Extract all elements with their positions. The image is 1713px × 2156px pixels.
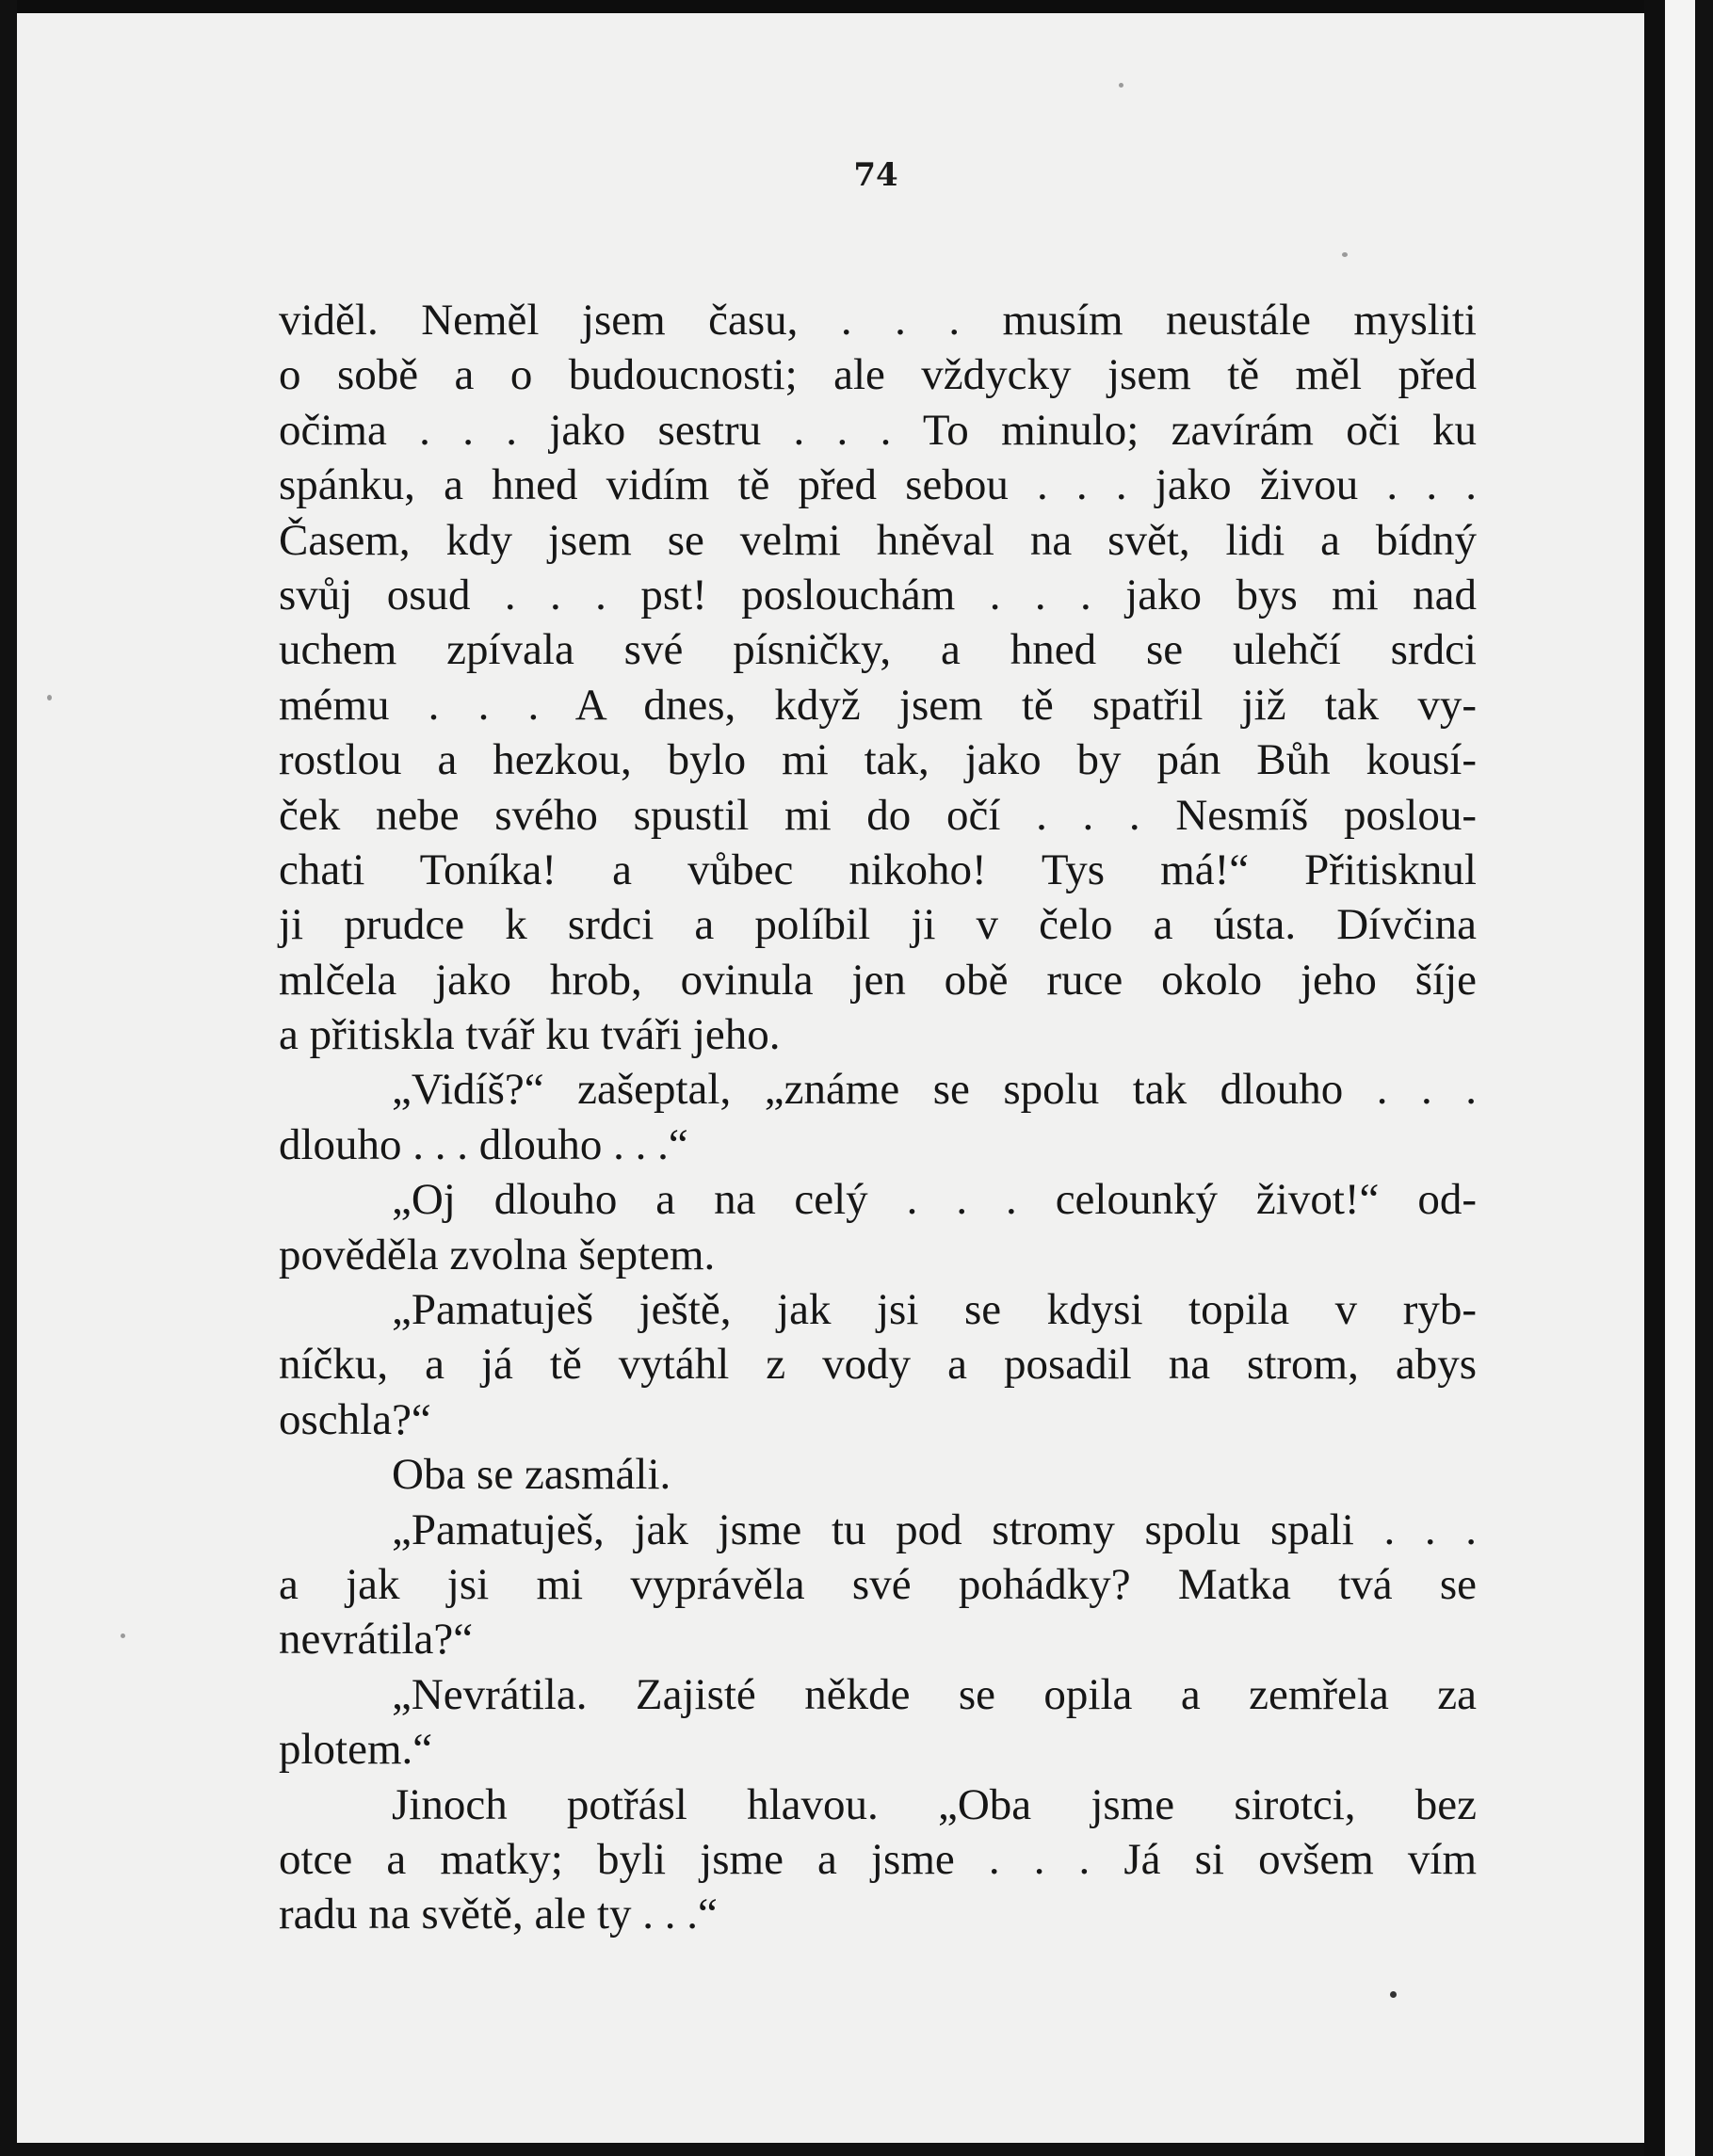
text-line: o sobě a o budoucnosti; ale vždycky jsem tě měl před [279,350,1477,400]
text-line: oschla?“ [279,1394,431,1444]
text-line: níčku, a já tě vytáhl z vody a posadil na strom, abys [279,1340,1477,1390]
text-line: očima . . . jako sestru . . . To minulo; zavírám oči ku [279,405,1477,455]
text-line: radu na světě, ale ty . . .“ [279,1890,718,1939]
text-line: spánku, a hned vidím tě před sebou . . . jako živou . . . [279,460,1477,510]
scan-border-far-right [1695,0,1713,2156]
text-line: rostlou a hezkou, bylo mi tak, jako by pán Bůh kousí- [279,735,1477,785]
text-line: nevrátila?“ [279,1615,474,1665]
text-line: Časem, kdy jsem se velmi hněval na svět, lidi a bídný [279,515,1477,565]
text-line: Jinoch potřásl hlavou. „Oba jsme sirotci, bez [392,1779,1477,1829]
text-line: svůj osud . . . pst! poslouchám . . . jako bys mi nad [279,570,1477,619]
text-line: mlčela jako hrob, ovinula jen obě ruce okolo jeho šíje [279,955,1477,1005]
scan-speck [47,695,52,700]
text-line: ček nebe svého spustil mi do očí . . . Nesmíš poslou- [279,790,1477,840]
scan-speck [1390,1991,1397,1998]
text-line: pověděla zvolna šeptem. [279,1230,716,1279]
text-line: „Pamatuješ, jak jsme tu pod stromy spolu spali . . . [392,1504,1477,1554]
text-line: „Vidíš?“ zašeptal, „známe se spolu tak dlouho . . . [392,1065,1477,1115]
text-line: mému . . . A dnes, když jsem tě spatřil již tak vy- [279,680,1477,730]
text-line: plotem.“ [279,1725,433,1775]
text-line: dlouho . . . dlouho . . .“ [279,1119,688,1169]
scan-border-right [1644,0,1665,2156]
text-line: ji prudce k srdci a políbil ji v čelo a ústa. Dívčina [279,900,1477,950]
scan-border-left [0,0,17,2156]
scan-speck [1119,83,1123,88]
text-line: „Nevrátila. Zajisté někde se opila a zemřela za [392,1669,1477,1719]
text-line: Oba se zasmáli. [392,1450,671,1500]
text-line: „Oj dlouho a na celý . . . celounký život!“ od- [392,1175,1477,1225]
text-line: a jak jsi mi vyprávěla své pohádky? Matka tvá se [279,1559,1477,1609]
page-number: 74 [853,156,898,194]
text-line: viděl. Neměl jsem času, . . . musím neustále mysliti [279,296,1477,345]
text-line: otce a matky; byli jsme a jsme . . . Já si ovšem vím [279,1834,1477,1884]
scan-border-top [0,0,1713,13]
text-line: chati Toníka! a vůbec nikoho! Tys má!“ Přitisknul [279,845,1477,894]
text-line: a přitiskla tvář ku tváři jeho. [279,1010,781,1060]
body-text [279,293,1477,1942]
scan-speck [1342,252,1348,257]
text-line: „Pamatuješ ještě, jak jsi se kdysi topila v ryb- [392,1285,1477,1335]
text-line: uchem zpívala své písničky, a hned se ulehčí srdci [279,625,1477,675]
scan-border-bottom [0,2143,1713,2156]
scan-speck [121,1633,125,1638]
